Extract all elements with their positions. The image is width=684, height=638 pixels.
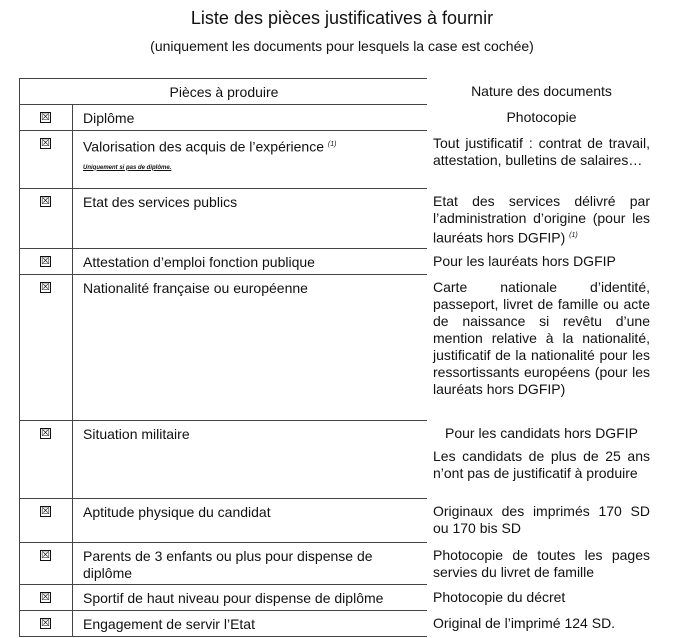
piece-label: Parents de 3 enfants ou plus pour dispense de diplôme (83, 548, 373, 581)
table-row (19, 188, 659, 248)
nature-text: Photocopie du décret (433, 589, 566, 605)
checkbox[interactable]: ☒ (41, 138, 50, 149)
table-row (19, 584, 659, 610)
piece-label: Sportif de haut niveau pour dispense de diplôme (83, 590, 384, 606)
nature-main: Pour les candidats hors DGFIP (445, 425, 638, 441)
table-header (19, 78, 659, 104)
piece-label: Nationalité française ou européenne (83, 280, 308, 296)
nature-text: Tout justificatif : contrat de travail, attestation, bulletins de salaires… (433, 135, 650, 168)
nature-text: Pour les lauréats hors DGFIP (433, 253, 616, 269)
document-title: Liste des pièces justificatives à fournir (190, 8, 494, 28)
checkbox[interactable]: ☒ (41, 112, 50, 123)
document-subtitle: (uniquement les documents pour lesquels la case est cochée) (150, 38, 534, 54)
table-row (19, 420, 659, 498)
nature-text (433, 193, 650, 247)
table-row (19, 274, 659, 420)
nature-text: Originaux des imprimés 170 SD ou 170 bis SD (433, 503, 650, 536)
piece-text: Valorisation des acquis de l’expérience (83, 138, 324, 155)
table-row (19, 248, 659, 274)
nature-main: Etat des services délivré par l’administration d’origine (pour les lauréats hors DGFIP) (433, 193, 650, 246)
piece-label: Situation militaire (83, 426, 190, 442)
table-row (19, 498, 659, 542)
checkbox[interactable]: ☒ (41, 282, 50, 293)
piece-note: Uniquement si pas de diplôme. (83, 164, 172, 171)
checkbox[interactable]: ☒ (41, 618, 50, 629)
piece-label: Etat des services publics (83, 194, 238, 210)
piece-label: Engagement de servir l’Etat (83, 616, 255, 632)
piece-label: Attestation d’emploi fonction publique (83, 254, 315, 270)
checkbox[interactable]: ☒ (41, 550, 50, 561)
piece-label (83, 136, 418, 177)
nature-secondary: Les candidats de plus de 25 ans n’ont pas de justificatif à produire (433, 448, 650, 481)
table-row (19, 130, 659, 188)
nature-text: Photocopie de toutes les pages servies du livret de famille (433, 547, 650, 580)
table-bottom-border (19, 636, 427, 637)
checkbox[interactable]: ☒ (41, 196, 50, 207)
header-pieces: Pièces à produire (169, 84, 279, 100)
table-row (19, 610, 659, 636)
piece-label: Aptitude physique du candidat (83, 504, 271, 520)
nature-text (433, 425, 650, 482)
nature-text: Carte nationale d’identité, passeport, livret de famille ou acte de naissance si revêtu d’une mention relative à la nationalité, justificatif de la nationalité pour les ressortissants européens (pour les lauréats hors DGFIP) (433, 279, 650, 397)
table-row (19, 542, 659, 584)
checkbox[interactable]: ☒ (41, 256, 50, 267)
header-nature: Nature des documents (471, 83, 612, 99)
checkbox[interactable]: ☒ (41, 428, 50, 439)
nature-text: Photocopie (506, 109, 577, 125)
footnote-ref: (1) (569, 232, 578, 239)
checkbox[interactable]: ☒ (41, 506, 50, 517)
nature-text: Original de l’imprimé 124 SD. (433, 615, 616, 631)
table-row (19, 104, 659, 130)
footnote-ref: (1) (327, 141, 337, 148)
checkbox[interactable]: ☒ (41, 592, 50, 603)
piece-label: Diplôme (83, 110, 135, 126)
